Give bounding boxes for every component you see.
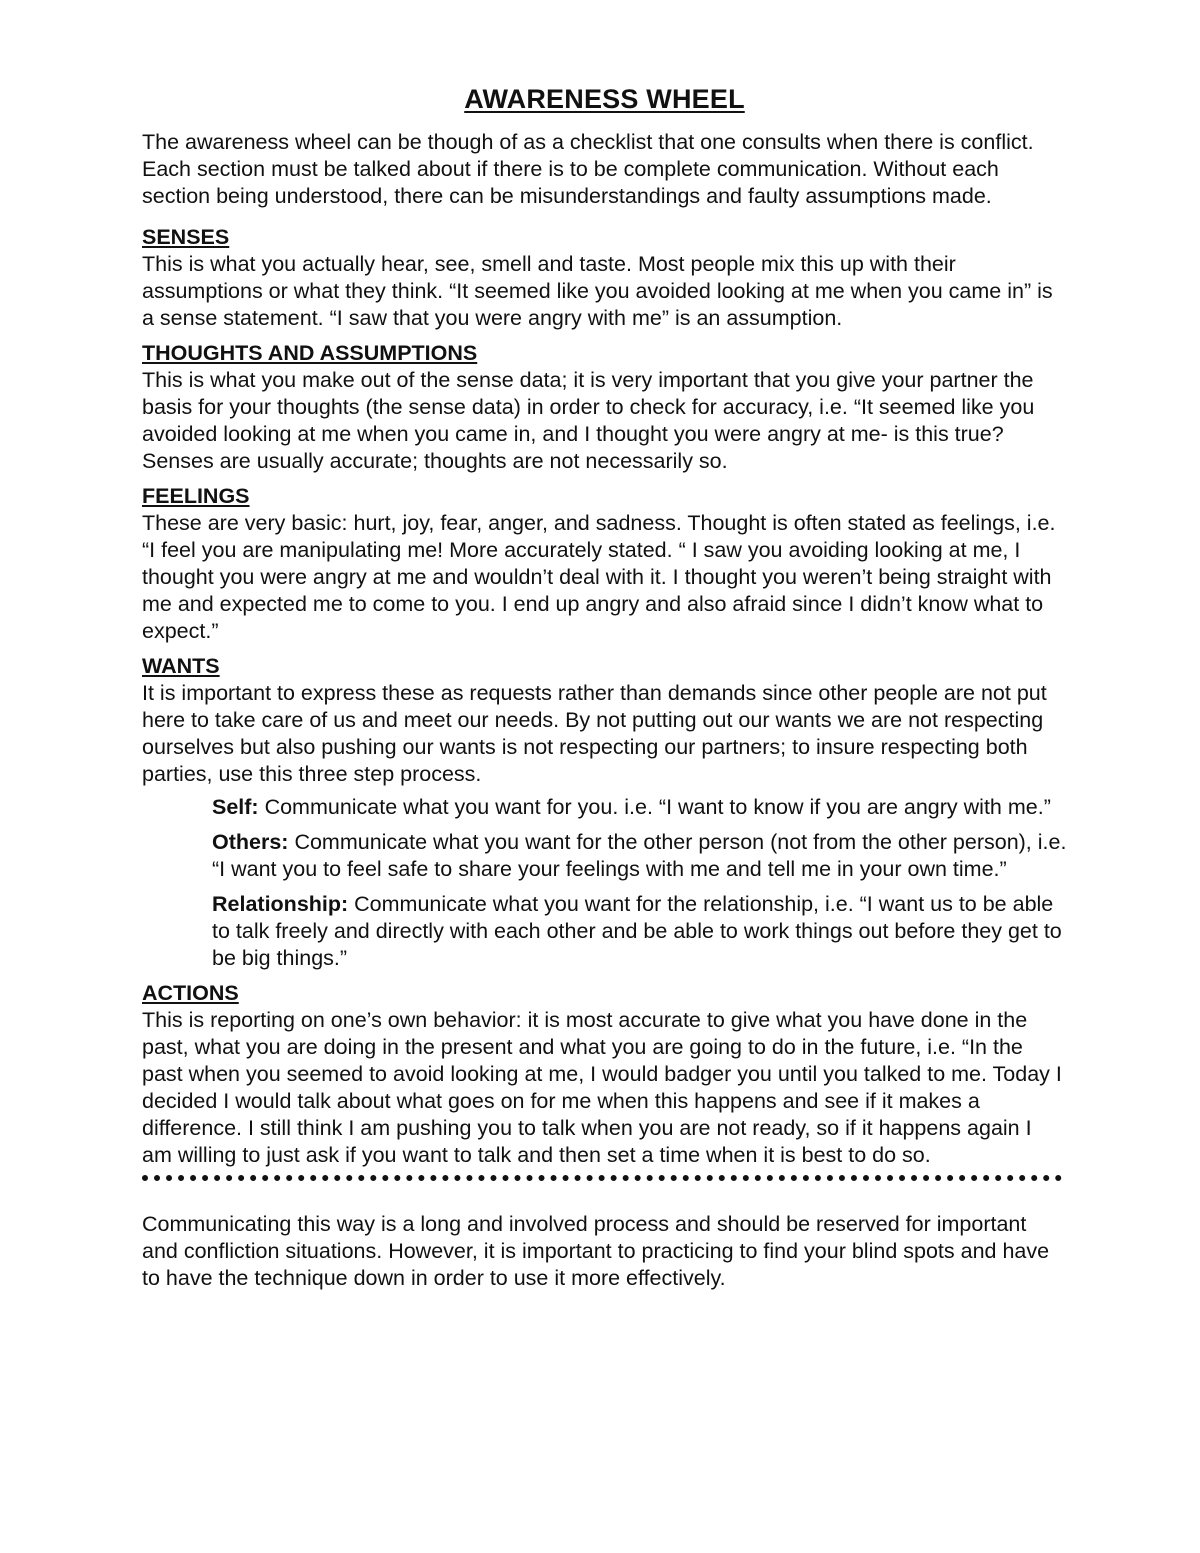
closing-paragraph: Communicating this way is a long and involved process and should be reserved for important and confliction situations. However, it is important to practicing to find your blind spots and have to have the technique down in order to use it more effectively. bbox=[142, 1212, 1050, 1290]
thoughts-heading: THOUGHTS AND ASSUMPTIONS bbox=[142, 341, 478, 365]
document-title: AWARENESS WHEEL bbox=[464, 84, 745, 114]
wants-step-others-label: Others: bbox=[212, 830, 289, 854]
wants-step-self bbox=[212, 794, 1067, 821]
wants-step-relationship bbox=[212, 891, 1067, 972]
actions-heading: ACTIONS bbox=[142, 981, 239, 1005]
dotted-divider bbox=[142, 1175, 1062, 1181]
intro-paragraph: The awareness wheel can be though of as a checklist that one consults when there is conflict. Each section must be talked about if there is to be complete communication. Without each section being understood, there can be misunderstandings and faulty assumptions made. bbox=[142, 130, 1034, 208]
wants-section bbox=[142, 653, 1067, 972]
senses-section bbox=[142, 224, 1067, 332]
wants-step-others-text: Communicate what you want for the other person (not from the other person), i.e. “I want you to feel safe to share your feelings with me and tell me in your own time.” bbox=[212, 830, 1067, 881]
feelings-body: These are very basic: hurt, joy, fear, anger, and sadness. Thought is often stated as feelings, i.e. “I feel you are manipulating me! More accurately stated. “ I saw you avoiding looking at me, I thought you were angry at me and wouldn’t deal with it. I thought you weren’t being straight with me and expected me to come to you. I end up angry and also afraid since I didn’t know what to expect.” bbox=[142, 511, 1056, 643]
actions-section bbox=[142, 980, 1067, 1169]
senses-heading: SENSES bbox=[142, 225, 230, 249]
feelings-section bbox=[142, 483, 1067, 645]
document-page bbox=[142, 84, 1067, 1292]
wants-step-others bbox=[212, 829, 1067, 883]
thoughts-section bbox=[142, 340, 1067, 475]
wants-step-self-text: Communicate what you want for you. i.e. “I want to know if you are angry with me.” bbox=[258, 795, 1051, 819]
senses-body: This is what you actually hear, see, smell and taste. Most people mix this up with their assumptions or what they think. “It seemed like you avoided looking at me when you came in” is a sense statement. “I saw that you were angry with me” is an assumption. bbox=[142, 252, 1053, 330]
wants-step-self-label: Self: bbox=[212, 795, 259, 819]
wants-step-relationship-text: Communicate what you want for the relationship, i.e. “I want us to be able to talk freely and directly with each other and be able to work things out before they get to be big things.” bbox=[212, 892, 1062, 970]
wants-heading: WANTS bbox=[142, 654, 220, 678]
thoughts-body: This is what you make out of the sense data; it is very important that you give your partner the basis for your thoughts (the sense data) in order to check for accuracy, i.e. “It seemed like you avoided looking at me when you came in, and I thought you were angry at me- is this true? Senses are usually accurate; thoughts are not necessarily so. bbox=[142, 368, 1035, 473]
wants-body: It is important to express these as requests rather than demands since other people are not put here to take care of us and meet our needs. By not putting out our wants we are not respecting ourselves but also pushing our wants is not respecting our partners; to insure respecting both parties, use this three step process. bbox=[142, 681, 1047, 786]
wants-step-relationship-label: Relationship: bbox=[212, 892, 349, 916]
actions-body: This is reporting on one’s own behavior: it is most accurate to give what you have done in the past, what you are doing in the present and what you are going to do in the future, i.e. “In the past when you seemed to avoid looking at me, I would badger you until you talked to me. Today I decided I would talk about what goes on for me when this happens and see if it makes a difference. I still think I am pushing you to talk when you are not ready, so if it happens again I am willing to just ask if you want to talk and then set a time when it is best to do so. bbox=[142, 1008, 1062, 1167]
feelings-heading: FEELINGS bbox=[142, 484, 250, 508]
